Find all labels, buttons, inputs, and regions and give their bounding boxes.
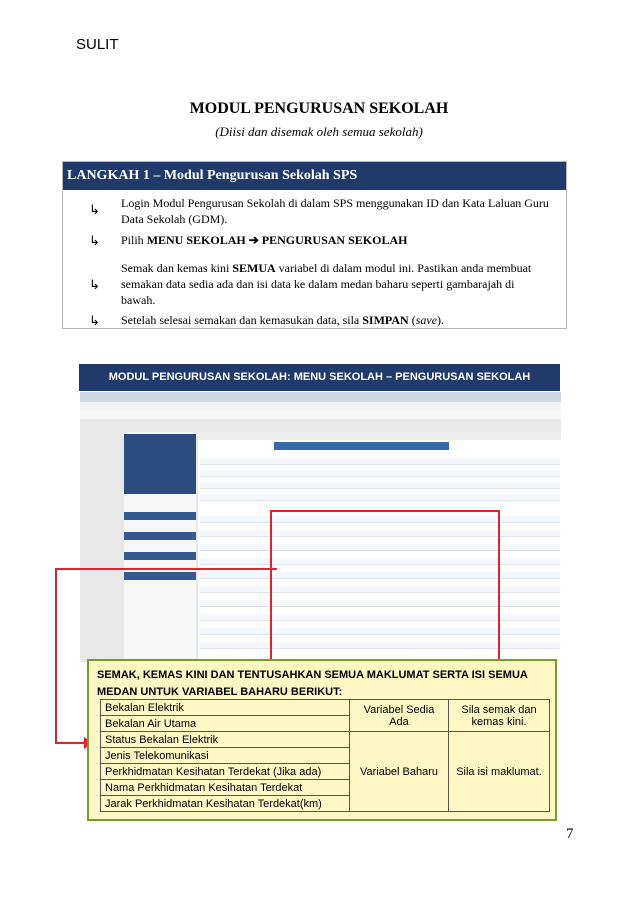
arrow-right-icon: ↳ <box>89 203 100 218</box>
connector-line <box>55 742 85 744</box>
table-row <box>101 700 550 716</box>
variable-name: Jarak Perkhidmatan Kesihatan Terdekat(km) <box>101 796 350 812</box>
step-text: Pilih MENU SEKOLAH ➔ PENGURUSAN SEKOLAH <box>121 233 408 247</box>
profile-panel <box>124 434 196 494</box>
sidebar-menu-item <box>124 572 196 580</box>
variable-table <box>100 699 550 812</box>
browser-tab-bar <box>80 392 561 402</box>
connector-line <box>55 569 57 744</box>
page-subtitle: (Diisi dan disemak oleh semua sekolah) <box>215 124 423 139</box>
form-row <box>200 458 560 465</box>
langkah-box <box>62 161 567 329</box>
form-row <box>200 470 560 477</box>
page-number: 7 <box>566 826 574 842</box>
variable-action: Sila isi maklumat. <box>449 732 550 812</box>
arrow-right-icon: ↳ <box>89 278 100 293</box>
sidebar-menu-item <box>124 532 196 540</box>
table-row <box>101 732 550 748</box>
sidebar-menu-item <box>124 552 196 560</box>
arrow-right-icon: ↳ <box>89 314 100 329</box>
step-text: Login Modul Pengurusan Sekolah di dalam SPS menggunakan ID dan Kata Laluan Guru Data Sekolah (GDM). <box>121 196 549 226</box>
variable-name: Perkhidmatan Kesihatan Terdekat (Jika ada) <box>101 764 350 780</box>
langkah-heading: LANGKAH 1 – Modul Pengurusan Sekolah SPS <box>63 162 566 190</box>
module-title-bar <box>274 442 449 450</box>
form-row <box>200 482 560 489</box>
variable-type: Variabel Sedia Ada <box>350 700 449 732</box>
variable-name: Nama Perkhidmatan Kesihatan Terdekat <box>101 780 350 796</box>
variable-name: Jenis Telekomunikasi <box>101 748 350 764</box>
step-text: Semak dan kemas kini SEMUA variabel di dalam modul ini. Pastikan anda membuat semakan data sedia ada dan isi data ke dalam medan baharu seperti gambarajah di bawah. <box>121 261 532 307</box>
instruction-note <box>87 659 557 821</box>
form-row <box>200 494 560 501</box>
variable-name: Bekalan Air Utama <box>101 716 350 732</box>
arrow-right-icon: ↳ <box>89 234 100 249</box>
note-heading: SEMAK, KEMAS KINI DAN TENTUSAHKAN SEMUA MAKLUMAT SERTA ISI SEMUA MEDAN UNTUK VARIABEL BAHARU BERIKUT: <box>97 669 528 698</box>
sidebar-menu-item <box>124 512 196 520</box>
screenshot-heading: MODUL PENGURUSAN SEKOLAH: MENU SEKOLAH – PENGURUSAN SEKOLAH <box>79 364 560 391</box>
variable-name: Bekalan Elektrik <box>101 700 350 716</box>
connector-line <box>55 568 277 570</box>
app-tab-bar <box>198 432 561 440</box>
variable-name: Status Bekalan Elektrik <box>101 732 350 748</box>
browser-bookmarks-bar <box>80 411 561 419</box>
variable-action: Sila semak dan kemas kini. <box>449 700 550 732</box>
module-screenshot <box>80 392 561 662</box>
page-title: MODUL PENGURUSAN SEKOLAH <box>189 100 449 117</box>
step-text: Setelah selesai semakan dan kemasukan data, sila SIMPAN (save). <box>121 313 445 327</box>
highlight-box <box>270 510 500 662</box>
sulit-label: SULIT <box>76 36 119 53</box>
variable-type: Variabel Baharu <box>350 732 449 812</box>
